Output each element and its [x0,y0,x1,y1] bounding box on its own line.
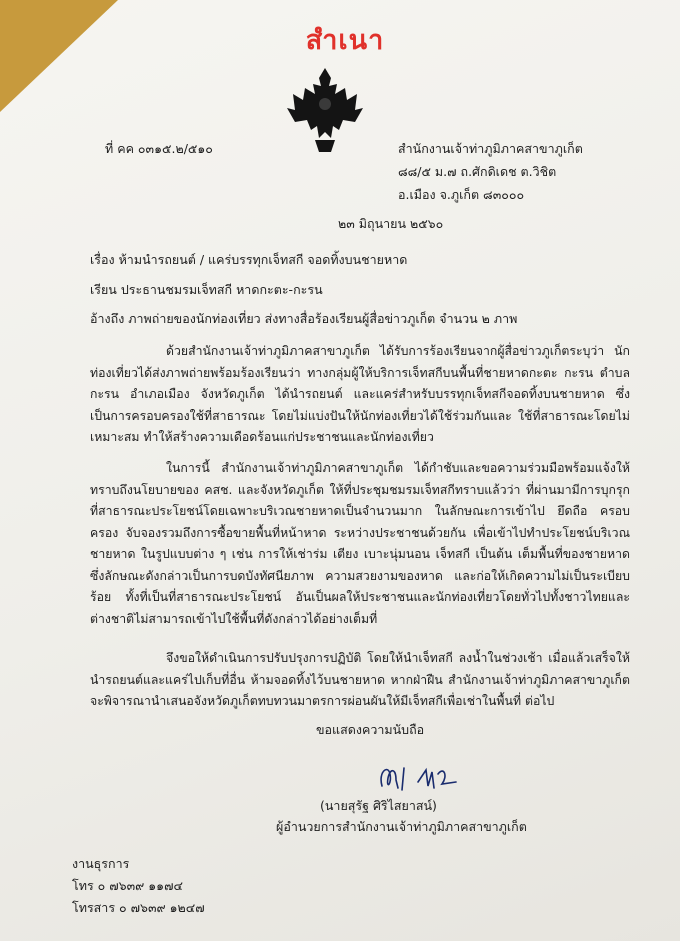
letter-date: ๒๓ มิถุนายน ๒๕๖๐ [338,216,444,231]
footer-fax: โทรสาร ๐ ๗๖๓๙ ๑๒๔๗ [72,900,205,915]
office-address-line-3: อ.เมือง จ.ภูเก็ต ๘๓๐๐๐ [398,187,525,202]
signer-name: (นายสุรัฐ ศิริไสยาสน์) [320,798,437,813]
signer-title: ผู้อำนวยการสำนักงานเจ้าท่าภูมิภาคสาขาภูเก็ต [276,819,527,834]
reference-number: ที่ คค ๐๓๑๕.๒/๕๑๐ [105,141,213,156]
letter-reference: อ้างถึง ภาพถ่ายของนักท่องเที่ยว ส่งทางสื่อร้องเรียนผู้สื่อข่าวภูเก็ต จำนวน ๒ ภาพ [90,311,518,326]
signature [374,760,460,796]
letter-addressee: เรียน ประธานชมรมเจ็ทสกี หาดกะตะ-กะรน [90,282,323,297]
office-address-line-1: สำนักงานเจ้าท่าภูมิภาคสาขาภูเก็ต [398,141,583,156]
body-paragraph-3: จึงขอให้ดำเนินการปรับปรุงการปฏิบัติ โดยให้นำเจ็ทสกี ลงน้ำในช่วงเช้า เมื่อแล้วเสร็จให้นำรถยนต์และแคร่ไปเก็บที่อื่น ห้ามจอดทิ้งไว้บนชายหาด หากฝ่าฝืน สำนักงานเจ้าท่าภูมิภาคสาขาภูเก็ตจะพิจารณานำเสนอจังหวัดภูเก็ตทบทวนมาตรการผ่อนผันให้มีเจ็ทสกีเพื่อเช่าในพื้นที่ ต่อไป [90,651,630,708]
letter-subject: เรื่อง ห้ามนำรถยนต์ / แคร่บรรทุกเจ็ทสกี จอดทิ้งบนชายหาด [90,252,408,267]
body-paragraph-2: ในการนี้ สำนักงานเจ้าท่าภูมิภาคสาขาภูเก็ต ได้กำชับและขอความร่วมมือพร้อมแจ้งให้ทราบถึงนโยบายของ คสช. และจังหวัดภูเก็ต ให้ที่ประชุมชมรมเจ็ทสกีทราบแล้วว่า ที่ผ่านมามีการบุกรุกที่สาธารณะประโยชน์โดยเฉพาะบริเวณชายหาดเป็นจำนวนมาก ในลักษณะการเข้าไป ยึดถือ ครอบครอง จับจองรวมถึงการซื้อขายพื้นที่หน้าหาด ระหว่างประชาชนด้วยกัน เพื่อเข้าไปทำประโยชน์บริเวณชายหาด ในรูปแบบต่าง ๆ เช่น การให้เช่าร่ม เตียง เบาะนุ่มนอน เจ็ทสกี เป็นต้น เต็มพื้นที่ของชายหาด ซึ่งลักษณะดังกล่าวเป็นการบดบังทัศนียภาพ ความสวยงามของหาด และก่อให้เกิดความไม่เป็นระเบียบร้อย ทั้งที่เป็นที่สาธารณะประโยชน์ อันเป็นผลให้ประชาชนและนักท่องเที่ยวโดยทั่วไปทั้งชาวไทยและต่างชาติไม่สามารถเข้าไปใช้พื้นที่ดังกล่าวได้อย่างเต็มที่ [90,461,630,626]
copy-stamp: สำเนา [305,25,385,56]
footer-telephone: โทร ๐ ๗๖๓๙ ๑๑๗๔ [72,878,183,893]
body-paragraph-1: ด้วยสำนักงานเจ้าท่าภูมิภาคสาขาภูเก็ต ได้รับการร้องเรียนจากผู้สื่อข่าวภูเก็ตระบุว่า นักท่องเที่ยวได้ส่งภาพถ่ายพร้อมร้องเรียนว่า ทางกลุ่มผู้ให้บริการเจ็ทสกีบนพื้นที่ชายหาดกะตะ กะรน ตำบลกะรน อำเภอเมือง จังหวัดภูเก็ต ได้นำรถยนต์ และแคร่สำหรับบรรทุกเจ็ทสกีจอดทิ้งบนชายหาด ซึ่งเป็นการครอบครองใช้ที่สาธารณะ โดยไม่แบ่งปันให้นักท่องเที่ยวได้ใช้ร่วมกันและ ใช้ที่สาธารณะโดยไม่เหมาะสม ทำให้สร้างความเดือดร้อนแก่ประชาชนและนักท่องเที่ยว [90,344,630,444]
envelope-corner [0,0,118,112]
closing-salutation: ขอแสดงความนับถือ [316,722,425,737]
office-address-line-2: ๘๘/๕ ม.๗ ถ.ศักดิเดช ต.วิชิต [398,164,557,179]
footer-department: งานธุรการ [72,856,130,871]
garuda-emblem-icon [285,64,365,154]
